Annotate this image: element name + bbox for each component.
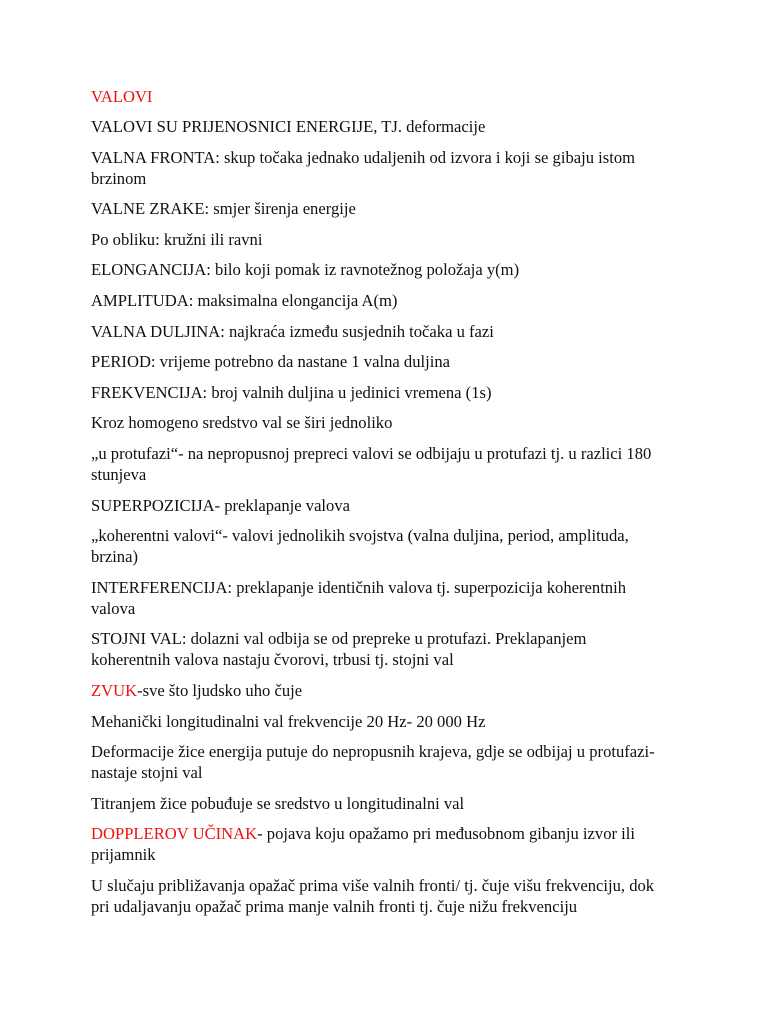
paragraph-zvuk — [91, 680, 668, 701]
paragraph-mehanicki-val: Mehanički longitudinalni val frekvencije 20 Hz- 20 000 Hz — [91, 711, 486, 731]
doppler-text: - pojava koju opažamo pri međusobnom gibanju izvor ili prijamnik — [91, 824, 635, 865]
paragraph-frekvencija: FREKVENCIJA: broj valnih duljina u jedinici vremena (1s) — [91, 382, 492, 402]
paragraph-stojni-val: STOJNI VAL: dolazni val odbija se od prepreke u protufazi. Preklapanjem koherentnih valova nastaju čvorovi, trbusi tj. stojni val — [91, 629, 587, 670]
paragraph-elongancija: ELONGANCIJA: bilo koji pomak iz ravnotežnog položaja y(m) — [91, 260, 520, 280]
paragraph-koherentni-valovi: „koherentni valovi“- valovi jednolikih svojstva (valna duljina, period, amplituda, brzina) — [91, 526, 629, 567]
document-heading: VALOVI — [91, 87, 153, 106]
paragraph-doppler — [91, 823, 668, 865]
paragraph-valna-duljina: VALNA DULJINA: najkraća između susjednih točaka u fazi — [91, 321, 494, 341]
paragraph-period: PERIOD: vrijeme potrebno da nastane 1 valna duljina — [91, 352, 450, 372]
paragraph-valna-fronta: VALNA FRONTA: skup točaka jednako udaljenih od izvora i koji se gibaju istom brzinom — [91, 147, 636, 188]
paragraph-deformacije-zice: Deformacije žice energija putuje do nepropusnih krajeva, gdje se odbijaj u protufazi- nastaje stojni val — [91, 742, 655, 783]
paragraph-homogeno-sredstvo: Kroz homogeno sredstvo val se širi jednoliko — [91, 413, 393, 433]
paragraph-valne-zrake: VALNE ZRAKE: smjer širenja energije — [91, 199, 356, 219]
paragraph-amplituda: AMPLITUDA: maksimalna elongancija A(m) — [91, 290, 398, 310]
paragraph-po-obliku: Po obliku: kružni ili ravni — [91, 229, 263, 249]
paragraph-superpozicija: SUPERPOZICIJA- preklapanje valova — [91, 495, 351, 515]
paragraph-interferencija: INTERFERENCIJA: preklapanje identičnih valova tj. superpozicija koherentnih valova — [91, 577, 627, 618]
paragraph-titranje-zice: Titranjem žice pobuđuje se sredstvo u longitudinalni val — [91, 793, 465, 813]
doppler-heading: DOPPLEROV UČINAK — [91, 824, 258, 844]
paragraph-valovi: VALOVI SU PRIJENOSNICI ENERGIJE, TJ. deformacije — [91, 117, 486, 136]
zvuk-text: -sve što ljudsko uho čuje — [137, 680, 303, 700]
zvuk-heading: ZVUK — [91, 680, 138, 700]
paragraph-u-protufazi: „u protufazi“- na nepropusnoj prepreci valovi se odbijaju u protufazi tj. u razlici 180 stunjeva — [91, 443, 652, 484]
paragraph-priblizavanje: U slučaju približavanja opažač prima više valnih fronti/ tj. čuje višu frekvenciju, dok pri udaljavanju opažač prima manje valnih fronti tj. čuje nižu frekvenciju — [91, 875, 655, 916]
